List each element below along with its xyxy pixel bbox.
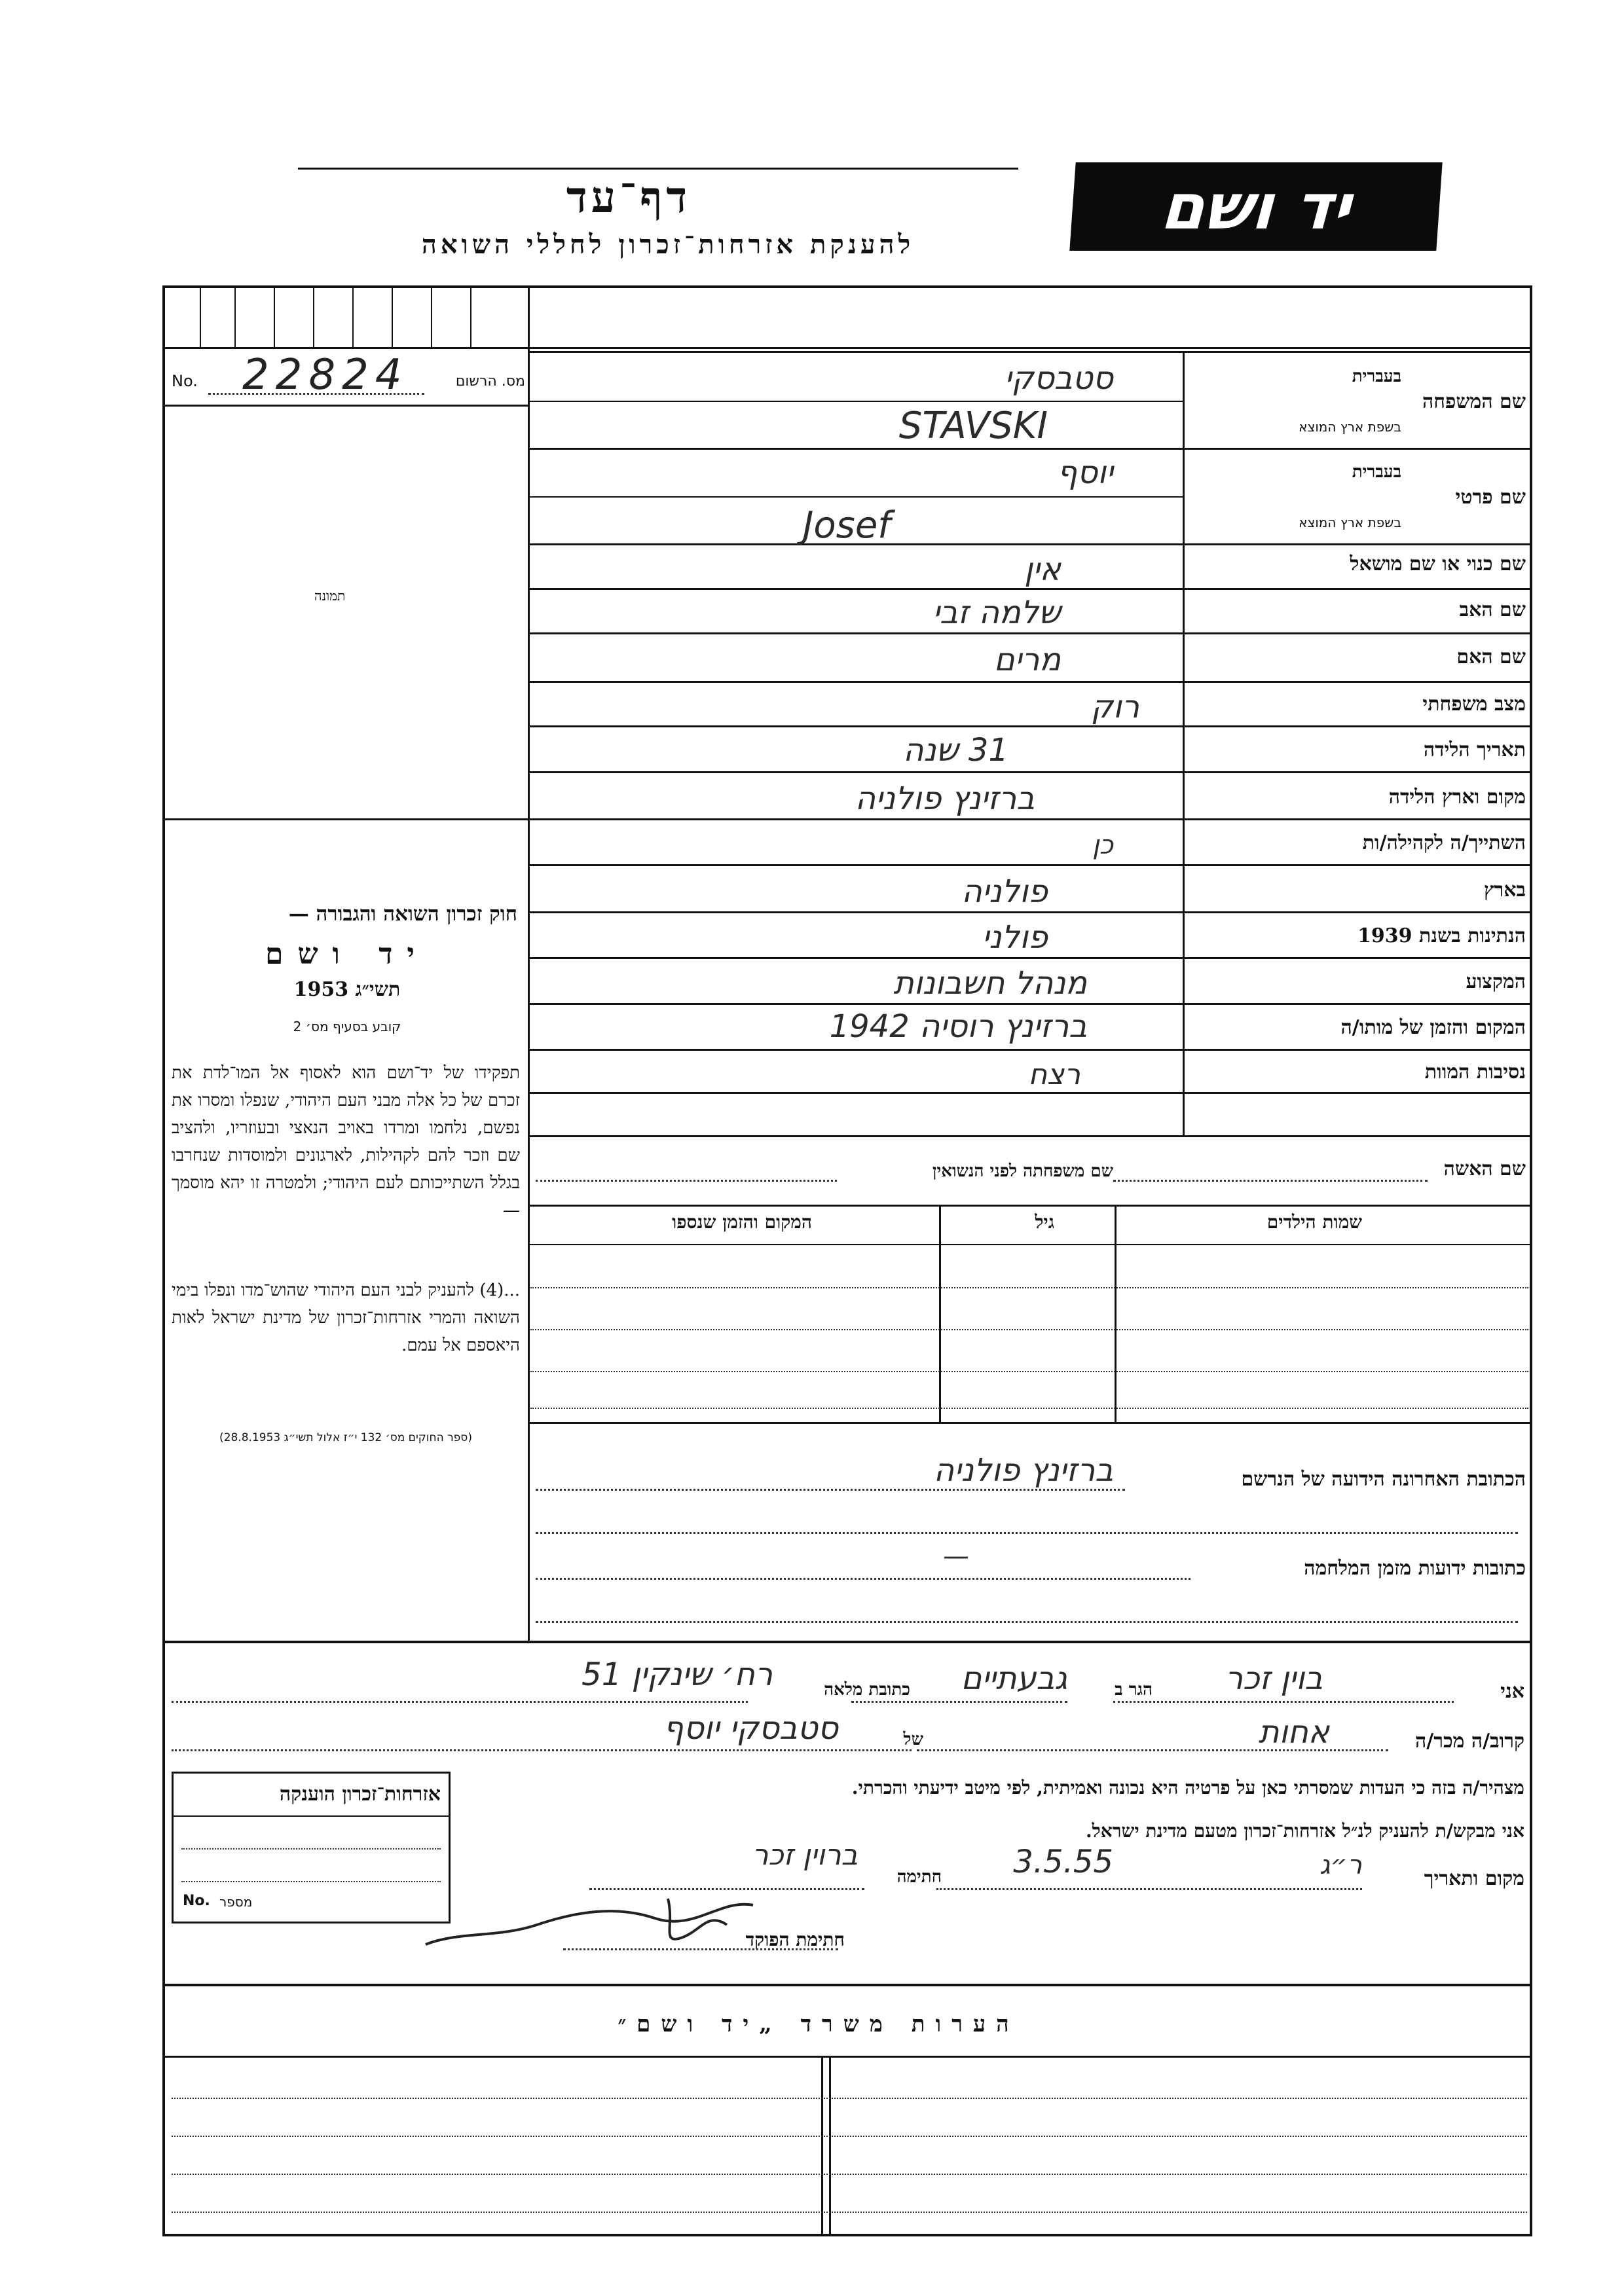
box-divider — [234, 285, 236, 348]
death-circumstances-value: רצח — [1028, 1058, 1080, 1091]
children-col-divider — [1115, 1206, 1116, 1422]
last-address-value: ברזינץ פולניה — [933, 1452, 1113, 1489]
box-divider — [352, 285, 354, 348]
box-divider — [274, 285, 275, 348]
last-address-label: הכתובת האחרונה הידועה של הנרשם — [1241, 1468, 1526, 1491]
full-address-value: רח׳ שינקין 51 — [581, 1656, 773, 1693]
family-name-origin-value: STAVSKI — [898, 405, 1048, 447]
wartime-address-line — [536, 1578, 1190, 1580]
place-date-label: מקום ותאריך — [1424, 1867, 1524, 1890]
resides-label: הגר ב — [1115, 1680, 1153, 1700]
declarant-label: אני — [1500, 1680, 1524, 1703]
place-date-line — [936, 1888, 1362, 1890]
row-rule — [528, 1092, 1531, 1094]
children-header-rule — [528, 1244, 1531, 1245]
birth-date-label: תאריך הלידה — [1423, 738, 1526, 761]
wife-name-line — [1113, 1180, 1428, 1182]
children-col-divider — [939, 1206, 941, 1422]
wartime-address-value: — — [943, 1541, 969, 1571]
photo-label: תמונה — [314, 588, 346, 604]
row-subrule — [528, 401, 1183, 402]
mother-name-label: שם האם — [1456, 646, 1526, 668]
nickname-label: שם כנוי או שם מושאל — [1350, 553, 1526, 575]
first-name-origin-sublabel: בשפת ארץ המוצא — [1299, 515, 1401, 530]
declaration-statement-1: מצהיר/ה בזה כי העדות שמסרתי כאן על פרטיה היא נכונה ואמיתית, לפי מיטב ידיעתי והכרתי. — [851, 1777, 1524, 1798]
children-row-line — [530, 1287, 1528, 1288]
marital-status-label: מצב משפחתי — [1422, 693, 1526, 716]
of-person-label: של — [903, 1730, 923, 1749]
declarant-name-line — [1113, 1701, 1454, 1703]
place-value: ר״ג — [1320, 1850, 1362, 1880]
frame-top — [162, 285, 1532, 288]
declaration-statement-2: אני מבקש/ת להעניק לנ״ל אזרחות־זכרון מטעם מדינת ישראל. — [1085, 1820, 1524, 1842]
relation-value: אחות — [1258, 1714, 1329, 1751]
signature-value: ברוין זכר — [752, 1838, 858, 1872]
of-person-line — [172, 1749, 912, 1751]
box-divider — [200, 285, 201, 348]
row-rule — [528, 681, 1531, 683]
office-notes-line — [172, 2098, 1527, 2099]
community-value: כן — [1092, 830, 1113, 860]
registration-number: 22824 — [242, 351, 409, 399]
registration-bottom-rule — [162, 405, 529, 407]
officer-signature-label: חתימת הפוקד — [745, 1929, 845, 1950]
law-clause: קובע בסעיף מס׳ 2 — [293, 1019, 401, 1034]
full-address-label: כתובת מלאה — [824, 1680, 910, 1700]
office-notes-line — [172, 2136, 1527, 2137]
law-year: תשי״ג 1953 — [293, 978, 401, 1001]
nickname-value: אין — [1024, 551, 1061, 588]
last-address-line-2 — [536, 1532, 1518, 1534]
granted-box-title-rule — [174, 1815, 449, 1817]
office-notes-divider-2 — [829, 2056, 831, 2235]
children-death-header: המקום והזמן שנספו — [672, 1211, 812, 1233]
death-circumstances-label: נסיבות המוות — [1424, 1061, 1526, 1084]
profession-label: המקצוע — [1466, 970, 1526, 993]
row-rule — [528, 957, 1531, 959]
first-name-label: שם פרטי — [1455, 486, 1526, 509]
row-rule — [528, 1049, 1531, 1051]
law-clause-4: ...(4) להעניק לבני העם היהודי שהוש־מדו ונפלו בימי השואה והמרי אזרחות־זכרון של מדינת ישראל לאות היאספם אל עמם. — [172, 1281, 520, 1355]
father-name-label: שם האב — [1459, 598, 1526, 621]
maiden-name-label: שם משפחתה לפני הנשואין — [932, 1161, 1113, 1181]
marital-status-value: רוק — [1090, 689, 1139, 725]
row-rule — [528, 588, 1531, 590]
resides-line — [851, 1701, 1067, 1703]
country-value: פולניה — [961, 873, 1048, 910]
maiden-name-line — [536, 1180, 837, 1182]
wartime-address-line-2 — [536, 1621, 1518, 1623]
birth-place-value: ברזינץ פולניה — [855, 780, 1035, 817]
frame-bottom — [162, 2234, 1532, 2236]
photo-bottom-rule — [162, 818, 529, 820]
mother-name-value: מרים — [993, 642, 1061, 678]
granted-citizenship-box — [172, 1772, 451, 1923]
first-name-origin-value: Josef — [802, 504, 891, 547]
first-name-hebrew-sublabel: בעברית — [1352, 462, 1401, 482]
granted-box-line — [181, 1881, 441, 1882]
row-rule — [528, 725, 1531, 727]
declaration-bottom-rule — [162, 1984, 1532, 1986]
frame-right — [1530, 285, 1532, 2236]
office-notes-line — [172, 2212, 1527, 2213]
yad-vashem-logo — [1069, 162, 1442, 251]
address-bottom-rule — [162, 1641, 1532, 1643]
granted-box-title: אזרחות־זכרון הוענקה — [279, 1783, 441, 1806]
declarant-name-value: בוין זכר — [1225, 1660, 1323, 1697]
children-row-line — [530, 1408, 1528, 1409]
signature-label: חתימה — [896, 1867, 942, 1887]
header-top-rule — [298, 168, 1018, 170]
office-notes-divider — [821, 2056, 823, 2235]
law-citation: (ספר החוקים מס׳ 132 י״ז אלול תשי״ג 28.8.1953) — [219, 1431, 472, 1444]
row-rule — [528, 351, 1531, 353]
birth-date-value: 31 שנה — [903, 732, 1008, 769]
citizenship-1939-value: פולני — [982, 919, 1048, 956]
office-notes-rule — [162, 2056, 1532, 2058]
citizenship-1939-label: הנתינות בשנת 1939 — [1357, 924, 1526, 947]
row-rule — [528, 543, 1531, 545]
children-row-line — [530, 1371, 1528, 1372]
family-name-hebrew-sublabel: בעברית — [1352, 367, 1401, 386]
box-divider — [470, 285, 471, 348]
row-rule — [528, 771, 1531, 773]
father-name-value: שלמה זבי — [932, 594, 1061, 631]
last-address-line — [536, 1489, 1125, 1491]
row-rule — [528, 448, 1531, 450]
wartime-address-label: כתובות ידועות מזמן המלחמה — [1304, 1557, 1526, 1580]
box-divider — [392, 285, 393, 348]
family-name-label: שם המשפחה — [1422, 390, 1526, 413]
relation-line — [917, 1749, 1388, 1751]
label-column-divider — [1183, 351, 1185, 1137]
country-label: בארץ — [1483, 879, 1526, 902]
officer-signature-scrawl — [419, 1886, 760, 1958]
birth-place-label: מקום וארץ הלידה — [1388, 786, 1526, 809]
community-label: השתייך/ה לקהילה/ות — [1362, 831, 1526, 854]
resides-value: גבעתיים — [961, 1660, 1067, 1697]
wife-name-label: שם האשה — [1443, 1157, 1526, 1180]
box-divider — [313, 285, 314, 348]
death-place-time-value: ברזינץ רוסיה 1942 — [829, 1008, 1087, 1045]
row-subrule — [528, 496, 1183, 498]
page-title: דף־עד — [566, 172, 692, 223]
family-name-hebrew-value: סטבסקי — [1005, 360, 1113, 397]
date-value: 3.5.55 — [1013, 1844, 1113, 1880]
office-notes-line — [172, 2174, 1527, 2175]
left-column-divider — [528, 285, 530, 1641]
granted-box-number-label: מספר — [219, 1894, 253, 1910]
registration-no-label: No. — [172, 372, 198, 390]
first-name-hebrew-value: יוסף — [1057, 454, 1113, 491]
granted-box-no-label: No. — [183, 1893, 210, 1909]
children-bottom-rule — [528, 1422, 1531, 1424]
children-names-header: שמות הילדים — [1266, 1211, 1362, 1233]
death-place-time-label: המקום והזמן של מותו/ה — [1340, 1016, 1526, 1039]
registration-label: מס. הרשום — [455, 373, 525, 390]
row-rule — [528, 818, 1531, 820]
page-subtitle: להענקת אזרחות־זכרון לחללי השואה — [421, 229, 915, 260]
row-rule — [528, 1135, 1531, 1137]
children-age-header: גיל — [1035, 1211, 1054, 1233]
logo-text: יד ושם — [1158, 170, 1354, 244]
profession-value: מנהל חשבונות — [893, 965, 1087, 1002]
relation-label: קרוב/ה מכר/ה — [1415, 1730, 1524, 1753]
family-name-origin-sublabel: בשפת ארץ המוצא — [1299, 419, 1401, 435]
box-divider — [431, 285, 432, 348]
row-rule — [528, 632, 1531, 634]
law-heading: חוק זכרון השואה והגבורה — — [288, 902, 517, 926]
children-row-line — [530, 1329, 1528, 1330]
row-rule — [528, 1003, 1531, 1005]
row-rule — [528, 911, 1531, 913]
law-purpose: תפקידו של יד־ושם הוא לאסוף אל המו־לדת את זכרם של כל אלה מבני העם היהודי, שנפלו ומסרו את נפשם, נלחמו ומרדו באויב הנאצי ובעוזריו, ולהציב שם וזכר להם לקהילות, לארגונים ולמוסדות שנחרבו בגלל השתייכותם לעם היהודי; ולמטרה זו יהא מוסמך — — [172, 1063, 520, 1220]
row-rule — [528, 864, 1531, 866]
spouse-bottom-rule — [528, 1205, 1531, 1207]
top-boxes-bottom — [162, 347, 1532, 349]
of-person-value: סטבסקי יוסף — [663, 1710, 838, 1747]
frame-left — [162, 285, 165, 2236]
granted-box-line — [181, 1848, 441, 1850]
office-notes-title: הערות משרד „יד ושם״ — [618, 2011, 1020, 2037]
full-address-line — [172, 1701, 748, 1703]
law-org: יד ושם — [265, 938, 429, 971]
